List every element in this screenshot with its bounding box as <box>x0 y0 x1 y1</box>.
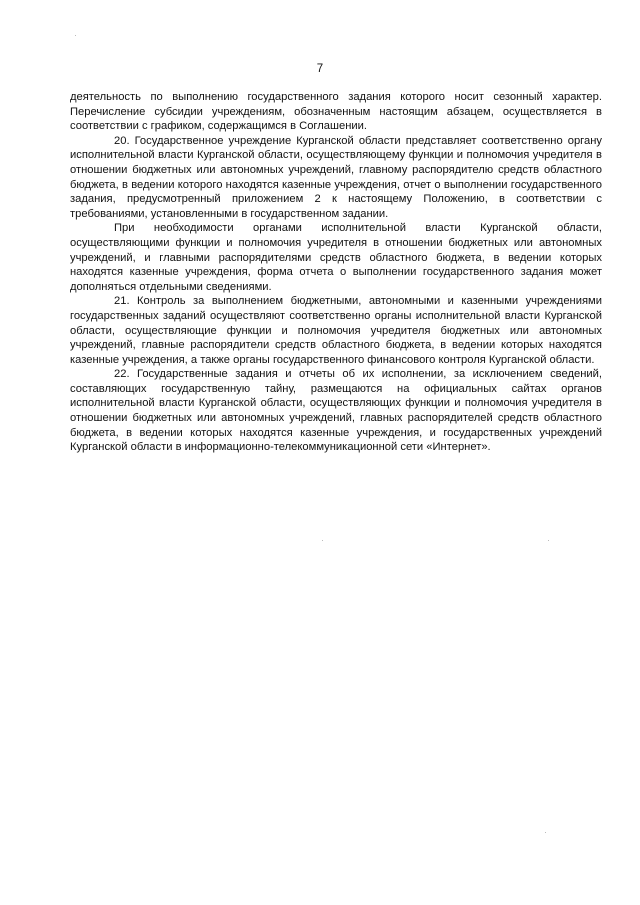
paragraph-item-21: 21. Контроль за выполнением бюджетными, автономными и казенными учреждениями государственных заданий осуществляют соответственно органы исполнительной власти Курганской области, осуществляющие функции и полномочия учредителя бюджетных или автономных учреждений, главные распорядители средств областного бюджета, в ведении которых находятся казенные учреждения, а также органы государственного финансового контроля Курганской области. <box>70 295 602 366</box>
paragraph-item-22: 22. Государственные задания и отчеты об их исполнении, за исключением сведений, составляющих государственную тайну, размещаются на официальных сайтах органов исполнительной власти Курганской области, осуществляющих функции и полномочия учредителя в отношении бюджетных или автономных учреждений, главных распорядителей средств областного бюджета, в ведении которых находятся казенные учреждения, и государственных учреждений Курганской области в информационно-телекоммуникационной сети «Интернет». <box>70 368 602 454</box>
scan-speck <box>545 832 546 833</box>
paragraph-report-form: При необходимости органами исполнительной власти Курганской области, осуществляющими функции и полномочия учредителя в отношении бюджетных или автономных учреждений, и главными распорядителями средств областного бюджета, в ведении которых находятся казенные учреждения, форма отчета о выполнении государственного задания может дополняться отдельными сведениями. <box>70 222 602 293</box>
scan-speck <box>322 540 323 541</box>
paragraph-continuation: деятельность по выполнению государственного задания которого носит сезонный характер. Перечисление субсидии учреждениям, обозначенным настоящим абзацем, осуществляется в соответствии с графиком, содержащимся в Соглашении. <box>70 91 602 133</box>
scan-speck <box>75 35 76 36</box>
scan-speck <box>548 540 549 541</box>
page-number: 7 <box>316 63 324 75</box>
paragraph-item-20: 20. Государственное учреждение Курганской области представляет соответственно органу исполнительной власти Курганской области, осуществляющему функции и полномочия учредителя в отношении бюджетных или автономных учреждений, главному распорядителю средств областного бюджета, в ведении которого находятся казенные учреждения, отчет о выполнении государственного задания, предусмотренный приложением 2 к настоящему Положению, в соответствии с требованиями, установленными в государственном задании. <box>70 134 602 220</box>
document-body <box>70 90 602 455</box>
